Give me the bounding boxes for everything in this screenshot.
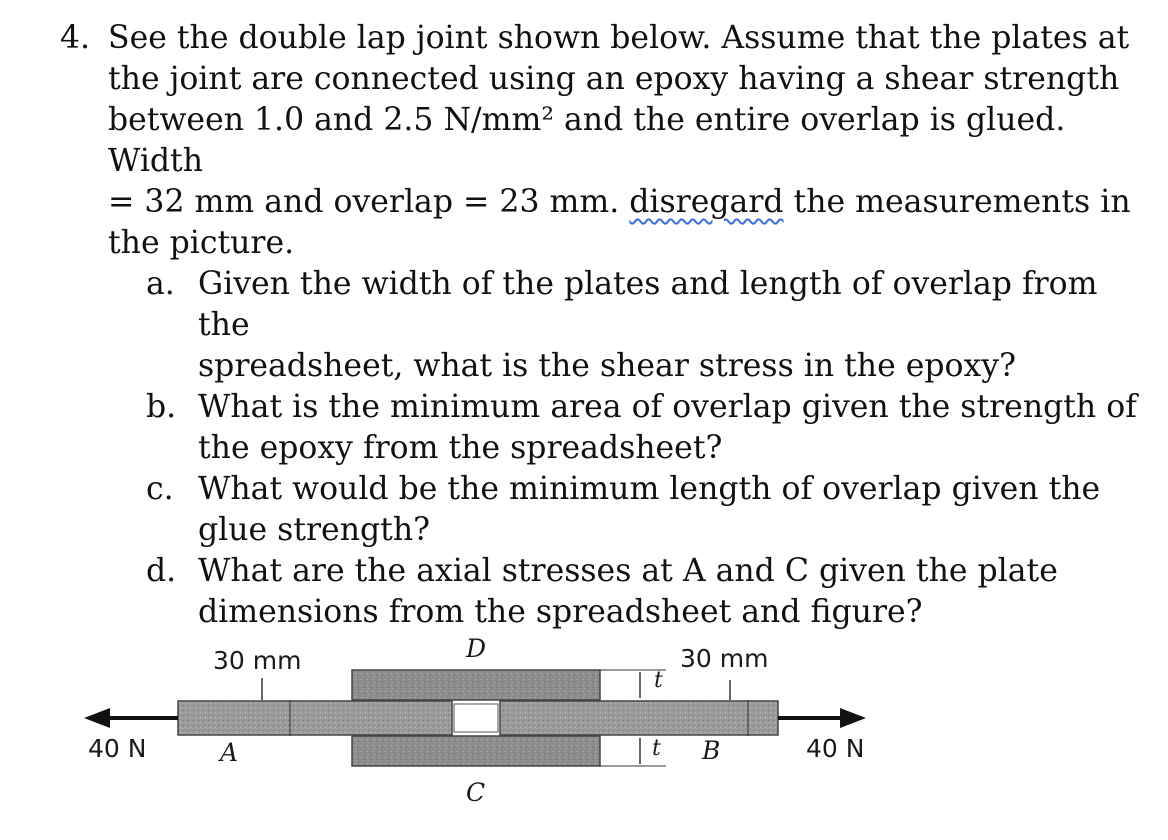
problem-line-3: between 1.0 and 2.5 N/mm² and the entire overlap is glued. Width	[108, 102, 1066, 179]
part-label: c.	[146, 471, 174, 507]
label-t-top: t	[654, 668, 663, 693]
left-main-plate	[178, 701, 452, 735]
problem-row	[60, 18, 1140, 264]
left-force-label: 40 N	[88, 734, 147, 763]
left-force-arrowhead	[84, 708, 110, 728]
plate-gap	[454, 704, 498, 732]
label-A: A	[220, 738, 239, 767]
problem-number: 4.	[60, 20, 91, 56]
part-d-line-2: dimensions from the spreadsheet and figure?	[198, 594, 923, 630]
part-a-line-1: Given the width of the plates and length of overlap from the	[198, 266, 1098, 343]
part-a-line-2: spreadsheet, what is the shear stress in the epoxy?	[198, 348, 1016, 384]
spellcheck-flagged-word[interactable]: disregard	[629, 184, 784, 220]
left-dimension-label: 30 mm	[213, 646, 302, 675]
right-force-label: 40 N	[806, 734, 865, 763]
right-force-arrowhead	[840, 708, 866, 728]
part-label: a.	[146, 266, 175, 302]
problem-text	[60, 18, 1140, 633]
part-text	[198, 387, 1140, 469]
label-C: C	[466, 778, 486, 807]
top-splice-plate	[352, 670, 600, 700]
problem-line-4	[108, 182, 1140, 223]
lap-joint-figure	[0, 600, 1168, 840]
lap-joint-drawing	[0, 600, 1168, 840]
part-text	[198, 469, 1140, 551]
label-D: D	[466, 634, 487, 663]
part-text	[198, 264, 1140, 387]
part-a	[146, 264, 1140, 387]
problem-line-4-tail: the measurements in	[783, 184, 1131, 220]
part-c-line-2: glue strength?	[198, 512, 430, 548]
label-B: B	[702, 736, 721, 765]
problem-line-1: See the double lap joint shown below. Assume that the plates at	[108, 20, 1130, 56]
label-t-bottom: t	[652, 736, 661, 761]
right-main-plate	[500, 701, 778, 735]
part-b	[146, 387, 1140, 469]
problem-line-5: the picture.	[108, 225, 295, 261]
bottom-splice-plate	[352, 736, 600, 766]
part-label: d.	[146, 553, 177, 589]
right-dimension-label: 30 mm	[680, 644, 769, 673]
part-d-line-1: What are the axial stresses at A and C given the plate	[198, 553, 1058, 589]
part-b-line-2: the epoxy from the spreadsheet?	[198, 430, 723, 466]
part-c	[146, 469, 1140, 551]
problem-line-2: the joint are connected using an epoxy having a shear strength	[108, 61, 1120, 97]
problem-body	[108, 18, 1140, 264]
part-c-line-1: What would be the minimum length of overlap given the	[198, 471, 1101, 507]
problem-line-4-head: = 32 mm and overlap = 23 mm.	[108, 184, 630, 220]
part-b-line-1: What is the minimum area of overlap given the strength of	[198, 389, 1137, 425]
part-label: b.	[146, 389, 177, 425]
